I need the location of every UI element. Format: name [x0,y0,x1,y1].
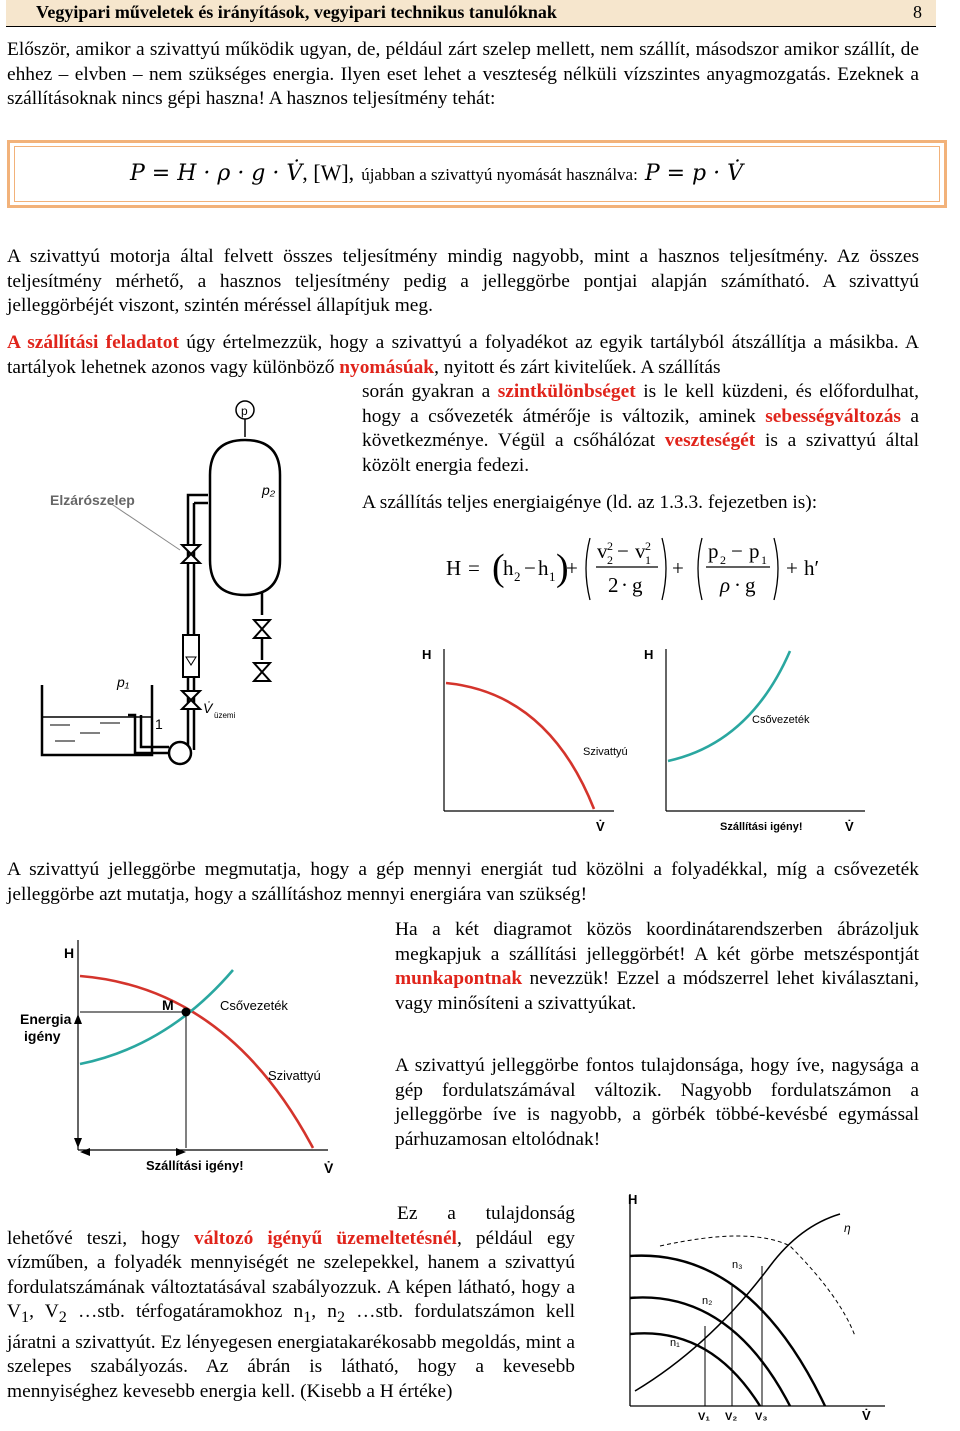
term-loss: veszteségét [664,430,756,452]
tank-pressure-label: p₁ [117,674,130,690]
operating-point-diagram [18,928,368,1188]
eq-minus: − [731,539,743,563]
speed-label-n1: n₁ [670,1337,680,1349]
paragraph-intro: Először, amikor a szivattyú működik ugyan, de, például zárt szelep mellett, nem szállít, másodszor amikor szállít, de ehhez – elvben – nem szükséges energia. Ilyen eset lehet a veszteség nélküli vízszintes anyagmozgatás. Ezeknek a szállításoknak nincs gépi haszna! A hasznos teljesítmény tehát: [7,39,919,110]
text-span: , V [29,1301,59,1323]
text-span: nevezzük! Ezzel a módszerrel lehet kiválasztani, vagy minősíteni a szivattyúkat. [395,968,919,1014]
eq-h2: h [503,556,514,580]
paragraph-operating-point [395,918,919,1016]
demand-label: Szállítási igény! [146,1158,244,1173]
eq-bracket [698,538,702,600]
eq-bracket [662,538,666,600]
y-axis-label: H [64,945,75,961]
text-span: …stb. fordulatszámon kell járatni a szivattyút. Ez lényegesen energiatakarékosabb megoldás, mint a szelepes szabályozás. Az ábrán is látható, hogy a kevesebb mennyiséghez kevesebb energia kell. (Kisebb a H értéke) [7,1301,575,1403]
flow-label: V̇ [203,700,213,716]
eq-rho: ρ [720,573,731,597]
text-span: is a szivattyú által közölt energia fedezi. [362,430,919,476]
text-sub: 2 [336,1309,346,1327]
eq-bracket [774,538,778,600]
formula-lhs: P = H · ρ · g · V̇ [130,161,303,186]
header-title: Vegyipari műveletek és irányítások, vegyipari technikus tanulóknak [36,2,557,22]
speed-curve-n1 [630,1333,760,1406]
arrow-down-icon [74,1138,82,1148]
pump-curve [446,683,594,809]
shutoff-valve-icon [182,545,200,563]
text-sub: 1 [21,1309,30,1327]
x-axis-label: V̇ [862,1408,871,1423]
eq-equals: = [468,556,480,580]
eq-paren-close: ) [556,547,569,589]
text-span: Ez a tulajdonság lehetővé teszi, hogy [7,1203,575,1249]
text-span: …stb. térfogatáramokhoz n [66,1301,304,1323]
paragraph-transport-task [7,331,919,380]
speed-curves-diagram [600,1186,900,1426]
formula-note: újabban a szivattyú nyomását használva: [361,165,638,184]
eq-bracket [586,538,590,600]
term-level-difference: szintkülönbséget [497,381,636,402]
y-axis-label: H [422,647,432,662]
power-formula [130,160,743,186]
efficiency-label: η [844,1221,851,1235]
eq-p1: p [749,539,760,563]
eq-plus: + [672,556,684,580]
eq-H: H [446,556,462,580]
y-axis-label: H [644,647,654,662]
eq-minus: − [524,556,536,580]
pump-system-diagram [40,395,310,770]
eq-dot: · [621,573,628,597]
valve-pointer [110,503,180,550]
eq-paren-open: ( [492,547,505,589]
paragraph-level-difference [362,380,919,478]
paragraph-variable-demand [7,1202,575,1405]
eq-sup: 2 [645,539,651,553]
eq-v2: v [597,539,608,563]
term-velocity-change: sebességváltozás [765,405,901,427]
pipe-curve [80,970,233,1064]
operating-point-label: M [162,997,174,1013]
term-transport-task: A szállítási feladatot [7,332,179,353]
text-span: , n [311,1301,337,1323]
text-span: során gyakran a [362,381,498,402]
eq-sub: 1 [645,553,651,567]
term-pressure: nyomásúak [339,356,435,378]
pump-curve-label: Szivattyú [583,746,628,758]
pipe-curve-diagram [640,643,870,838]
x-axis-label: V̇ [324,1160,334,1176]
term-variable-demand: változó igényű üzemeltetésnél [194,1227,457,1249]
paragraph-energy-demand: A szállítás teljes energiaigénye (ld. az 1.3.3. fejezetben is): [362,492,818,513]
pipe-curve [635,1214,840,1391]
gauge-label: p [241,404,248,418]
eq-sub: 2 [720,553,726,567]
paragraph-curve-meaning: A szivattyú jelleggörbe megmutatja, hogy a gép mennyi energiát tud közölni a folyadékkal, míg a csővezeték jelleggörbe azt mutatja, hogy a szállításhoz mennyi energiára van szükség! [7,859,919,905]
arrow-right-icon [176,1148,186,1156]
flow-label-v3: V₃ [755,1411,768,1423]
term-operating-point: munkapontnak [395,968,523,990]
eq-p2: p [708,539,719,563]
eq-plus: + [566,556,578,580]
flow-label-v1: V₁ [698,1411,710,1423]
text-span: , nyitott és zárt kivitelűek. A szállítás [434,356,721,378]
eq-sub: 1 [761,553,767,567]
speed-label-n2: n₂ [702,1295,713,1307]
check-valve-icon [182,691,200,709]
shutoff-valve-label: Elzárószelep [50,492,135,508]
speed-curve-n3 [630,1256,825,1406]
drain-valve-icon [254,663,270,681]
eq-dot: · [734,573,741,597]
text-span: , például egy vízműben, a folyadék mennyiségét ne szelepekkel, hanem a szivattyú fordulatszámának változtatásával szabályozzuk. A képen látható, hogy a V [7,1227,575,1323]
eq-sub-1: 1 [549,569,556,584]
tank-level-label: 1 [155,716,163,732]
flow-label-v2: V₂ [725,1411,738,1423]
eq-minus: − [617,539,629,563]
page-number: 8 [913,2,922,22]
energy-equation [440,528,840,608]
pump-icon [169,742,191,764]
operating-point-marker [182,1008,191,1017]
eq-hprime: h′ [804,556,820,580]
eq-sub-2: 2 [514,569,521,584]
text-sub: 1 [303,1309,312,1327]
eq-two: 2 [608,573,619,597]
energy-label-2: igény [24,1028,61,1044]
paragraph-power: A szivattyú motorja által felvett összes teljesítmény mindig nagyobb, mint a hasznos teljesítmény. Az összes teljesítmény mérhető, a hasznos teljesítmény pedig a jelleggörbe pontjai alapján számítható. A szivattyú jelleggörbéjét viszont, szintén méréssel állapítjuk meg. [7,246,919,317]
text-sub: 2 [58,1309,67,1327]
eq-g: g [745,573,756,597]
vessel-pressure-label: p₂ [262,482,276,498]
arrow-up-icon [74,1014,82,1024]
y-axis-label: H [628,1192,638,1207]
pump-curve-label: Szivattyú [268,1068,321,1083]
flow-sub-label: üzemi [214,711,236,720]
pressure-vessel [210,440,280,595]
text-span: a következménye. Végül a csőhálózat [362,405,919,452]
text-span: Ha a két diagramot közös koordinátarendszerben ábrázoljuk megkapjuk a szállítási jelleggörbét! A két görbe metszéspontját [395,919,919,965]
formula-rhs: P = p · V̇ [644,161,744,186]
paragraph-speed-dependence: A szivattyú jelleggörbe fontos tulajdonsága, hogy íve, nagysága a gép fordulatszámával változik. Nagyobb fordulatszámon a jelleggörbe íve is nagyobb, a görbék többé-kevésbé egymással párhuzamosan eltolódnak! [395,1055,919,1150]
flowmeter-icon [183,635,199,677]
eq-sub: 2 [607,553,613,567]
energy-label-1: Energia [20,1011,72,1027]
pipe-curve-label: Csővezeték [752,714,810,726]
pipe-curve-label: Csővezeték [220,998,288,1013]
text-span: is le kell küzdeni, és előfordulhat, hogy a csővezeték átmérője is változik, aminek [362,381,919,427]
text-span: úgy értelmezzük, hogy a szivattyú a folyadékot az egyik tartályból átszállítja a másikba. A tartályok lehetnek azonos vagy különböző [7,332,919,378]
formula-unit: , [W], [302,160,355,185]
x-axis-label: V̇ [845,819,854,834]
demand-label: Szállítási igény! [720,821,803,833]
eq-plus: + [786,556,798,580]
efficiency-curve [660,1236,855,1336]
speed-label-n3: n₃ [732,1259,743,1271]
pump-curve-diagram [418,643,628,838]
pipe-curve [668,651,790,761]
eq-sup: 2 [607,539,613,553]
arrow-left-icon [80,1148,90,1156]
x-axis-label: V̇ [596,819,605,834]
eq-h1: h [538,556,549,580]
eq-g: g [632,573,643,597]
outlet-valve-icon [254,620,270,638]
eq-v1: v [635,539,646,563]
